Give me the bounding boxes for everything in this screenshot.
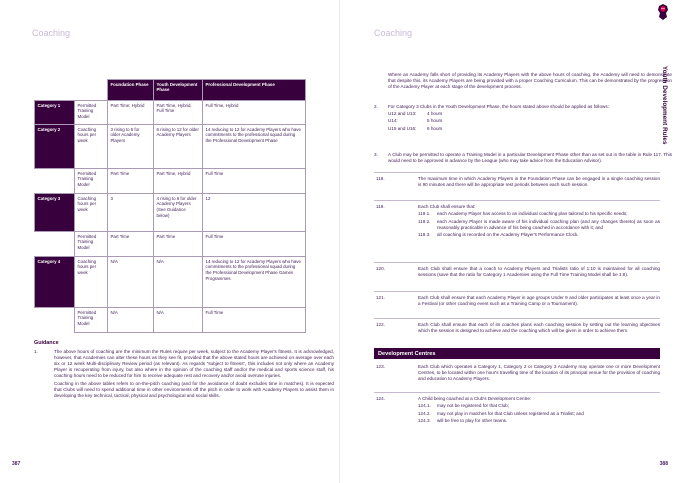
left-page-number: 387: [12, 460, 21, 467]
professional-cell: Full Time: [203, 232, 306, 257]
guidance-paragraph: [34, 349, 334, 379]
sub-rule: [418, 403, 660, 409]
sub-rule-text: each Academy Player has access to an individual coaching plan tailored to his specific needs;: [437, 211, 628, 217]
row-label: Permitted Training Model: [75, 232, 108, 257]
guidance-paragraph-number: [34, 381, 54, 399]
professional-cell: Full Time: [203, 308, 306, 333]
right-section-title: Coaching: [374, 28, 413, 38]
age-hours-row: [388, 111, 672, 119]
rule-text: Each Club shall ensure that:: [418, 204, 476, 209]
sub-rule-number: 124.1.: [418, 403, 431, 409]
hours-value: 6 hours: [427, 125, 443, 131]
header-foundation-phase: Foundation Phase: [108, 80, 154, 101]
foundation-cell: 3: [108, 194, 154, 232]
sub-rule: [418, 418, 660, 424]
foundation-cell: Part Time; Hybrid: [108, 101, 154, 125]
foundation-cell: N/A: [108, 257, 154, 308]
rule-number: 123.: [376, 364, 385, 369]
sub-rule-list: [418, 211, 660, 238]
sub-rule: [418, 219, 660, 231]
side-tab-label: Youth Development Rules: [661, 66, 668, 145]
sub-rule-number: 119.3.: [418, 232, 431, 238]
age-hours-row: [388, 126, 672, 134]
rule-number: 120.: [376, 266, 385, 271]
rule-122: [374, 322, 660, 334]
category-cell: Category 4: [35, 257, 75, 308]
intro-indent: [374, 72, 388, 90]
row-label: Permitted Training Model: [75, 101, 108, 125]
header-cell-blank: [75, 80, 108, 101]
age-hours-table: [388, 111, 672, 134]
intro-row: [374, 72, 672, 90]
professional-cell: 14 reducing to 12 for Academy Players who have commitments to the professional squad during the Professional Development Phase: [203, 125, 306, 169]
row-label: Coaching hours per week: [75, 125, 108, 169]
youth-cell: 4 rising to 6 for older Academy Players (See Guidance below): [154, 194, 203, 232]
intro-text: Where an Academy falls short of providing its Academy Players with the above hours of coaching, the Academy will need to demonstrate that despite this, its Academy Players are being provided with a proper Coaching Curriculum. This can be demonstrated by the progression of the Academy Player at each stage of the development process.: [388, 72, 672, 89]
rule-118: [374, 176, 660, 188]
sub-rule-text: each Academy Player is made aware of his individual coaching plan (and any changes thereto) as soon as reasonably practicable in advance of his being coached in accordance with it; and: [437, 218, 660, 230]
table-row: [35, 232, 306, 257]
youth-cell: N/A: [154, 308, 203, 333]
paragraph-2: [374, 104, 672, 133]
category-cell: [35, 169, 75, 194]
sub-rule-text: will be free to play for other teams.: [437, 418, 508, 424]
rule-number: 122.: [376, 322, 385, 327]
category-cell: [35, 232, 75, 257]
rule-text: Each Club shall ensure that each of its coaches plans each coaching session by setting out the learning objectives which the session is designed to achieve and the coaching which will be given in order to achieve them.: [418, 322, 660, 333]
category-cell: [35, 308, 75, 333]
divider: [374, 200, 660, 201]
rule-text: The maximum time in which Academy Players in the Foundation Phase can be engaged in a single coaching session is 90 minutes and there will be appropriate rest periods between each such session.: [418, 176, 660, 187]
foundation-cell: Part Time: [108, 169, 154, 194]
divider: [374, 392, 660, 393]
rule-text: Each Club shall ensure that each Academy Player in age groups Under 9 and older participates at least once a year in a Festival (or other coaching event such as a Training Camp or a Tournament).: [418, 295, 660, 306]
table-header-row: [35, 80, 306, 101]
divider: [374, 291, 660, 292]
age-hours-row: [388, 118, 672, 126]
sub-rule-text: may not be registered for that Club;: [437, 403, 510, 409]
sub-rule: [418, 232, 660, 238]
paragraph-text: For Category 3 Clubs in the Youth Development Phase, the hours stated above should be applied as follows:: [388, 104, 609, 109]
age-group: U14:: [388, 118, 398, 124]
professional-cell: Full Time, Hybrid: [203, 101, 306, 125]
row-label: Coaching hours per week: [75, 257, 108, 308]
header-professional-development-phase: Professional Development Phase: [203, 80, 306, 101]
sub-rule-number: 124.3.: [418, 418, 431, 424]
divider: [374, 262, 660, 263]
paragraph-number: 2.: [374, 104, 378, 109]
rule-number: 124.: [376, 396, 385, 401]
sub-rule-text: all coaching is recorded on the Academy Player's Performance Clock.: [437, 232, 579, 238]
coaching-hours-table: [34, 79, 306, 333]
foundation-cell: N/A: [108, 308, 154, 333]
guidance-paragraph: [34, 381, 334, 399]
category-cell: Category 1: [35, 101, 75, 125]
table-row: [35, 125, 306, 169]
hours-value: 5 hours: [427, 118, 443, 124]
header-cell-blank: [35, 80, 75, 101]
rule-123: [374, 364, 660, 382]
premier-league-lion-icon: [656, 4, 670, 20]
rule-119: [374, 204, 660, 238]
sub-rule-text: may not play in matches for that Club unless registered as a Trialist; and: [437, 410, 584, 416]
professional-cell: 14 reducing to 12 for Academy Players who have commitments to the professional squad during the Professional Development Phase Games Programmes: [203, 257, 306, 308]
table-row: [35, 257, 306, 308]
paragraph-text: A Club may be permitted to operate a Training Model in a particular Development Phase other than as set out in the table in Rule 117. This would need to be approved in advance by the League (who may take advice from the Education Advisor).: [388, 152, 672, 163]
table-row: [35, 308, 306, 333]
rule-body: [418, 204, 660, 238]
rule-120: [374, 266, 660, 278]
table-row: [35, 101, 306, 125]
right-page-number: 388: [659, 460, 668, 467]
foundation-cell: Part Time: [108, 232, 154, 257]
table-row: [35, 169, 306, 194]
row-label: Permitted Training Model: [75, 308, 108, 333]
age-group: U15 and U16:: [388, 125, 417, 131]
paragraph-3-row: [374, 152, 672, 164]
left-section-title: Coaching: [32, 28, 71, 38]
rule-body: [418, 396, 660, 424]
guidance-heading: Guidance: [34, 340, 59, 346]
row-label: Coaching hours per week: [75, 194, 108, 232]
rule-124: [374, 396, 660, 424]
guidance-paragraph-text: The above hours of coaching are the minimum the Rules require per week, subject to the Academy Player's fitness. It is acknowledged, however, that Academies can alter these hours as they see fit, provided that the above stated hours are achieved on average over each six or 12 week Multi-disciplinary Review period (as relevant). As regards "subject to fitness", this includes not only where an Academy Player is recuperating from injury, but also where in the opinion of the coaching staff and/or the medical and sports science staff, his coaching hours need to be reduced for him to receive adequate rest and recovery and/or avoid overuse injuries.: [54, 349, 334, 378]
professional-cell: 12: [203, 194, 306, 232]
row-label: Permitted Training Model: [75, 169, 108, 194]
table-row: [35, 194, 306, 232]
rule-121: [374, 295, 660, 307]
guidance-paragraph-text: Coaching in the above tables refers to on-the-pitch coaching (and for the avoidance of doubt excludes time in matches). It is expected that Clubs will need to spend additional time in other environments off the pitch in order to work with Academy Players to assist them in developing the key technical, tactical, physical and psychological and social skills.: [54, 381, 334, 399]
paragraph-2-row: [374, 104, 672, 110]
sub-rule: [418, 211, 660, 217]
guidance-paragraph-number: 1.: [34, 349, 38, 355]
age-group: U12 and U13:: [388, 110, 417, 116]
intro-paragraph: [374, 72, 672, 90]
youth-cell: Part Time, Hybrid: [154, 169, 203, 194]
youth-cell: Part Time: [154, 232, 203, 257]
paragraph-number: 3.: [374, 152, 378, 157]
sub-rule-number: 124.2.: [418, 410, 431, 416]
category-cell: Category 2: [35, 125, 75, 169]
sub-rule-number: 119.1.: [418, 211, 431, 217]
youth-cell: N/A: [154, 257, 203, 308]
rule-text: Each Club which operates a Category 1, Category 2 or Category 3 Academy may operate one or more Development Centres, to be located within one hour's travelling time of the location of its principal venue for the provision of coaching and education to Academy Players.: [418, 364, 660, 381]
rule-text: A Child being coached at a Club's Development Centre:: [418, 396, 532, 401]
divider: [374, 172, 660, 173]
guidance-section: [34, 340, 334, 402]
professional-cell: Full Time: [203, 169, 306, 194]
category-cell: Category 3: [35, 194, 75, 232]
youth-cell: Part Time, Hybrid, Full Time: [154, 101, 203, 125]
foundation-cell: 3 rising to 5 for older Academy Players: [108, 125, 154, 169]
rule-number: 118.: [376, 176, 385, 181]
divider: [374, 318, 660, 319]
hours-value: 4 hours: [427, 110, 443, 116]
sub-rule-number: 119.2.: [418, 218, 431, 224]
paragraph-3: [374, 152, 672, 164]
rule-number: 119.: [376, 204, 385, 209]
development-centres-heading: Development Centres: [374, 348, 660, 359]
sub-rule-list: [418, 403, 660, 424]
youth-cell: 6 rising to 12 for older Academy Players: [154, 125, 203, 169]
header-youth-development-phase: Youth Development Phase: [154, 80, 203, 101]
right-page: [340, 0, 680, 483]
sub-rule: [418, 411, 660, 417]
rule-text: Each Club shall ensure that a coach to Academy Players and Trialists ratio of 1:10 is maintained for all coaching sessions (save that the ratio for Category 1 Academies using the Full Time Training Model shall be 1:8).: [418, 266, 660, 277]
rule-number: 121.: [376, 295, 385, 300]
